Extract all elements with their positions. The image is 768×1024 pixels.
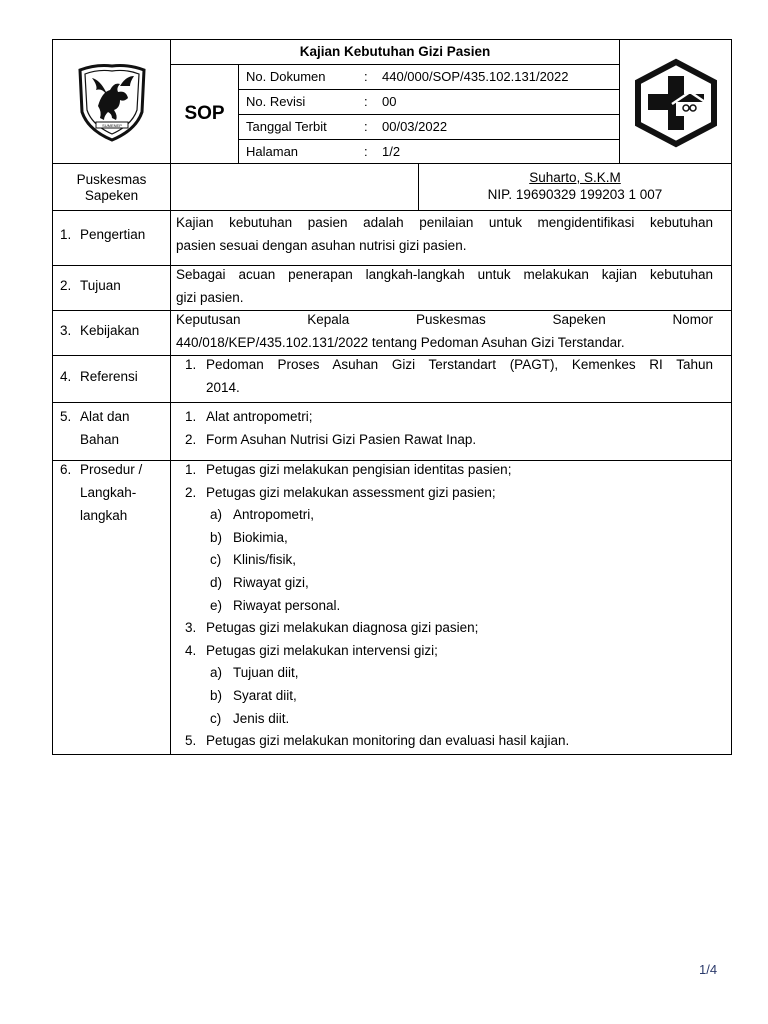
meta-separator: : <box>364 69 368 84</box>
org-name-line2: Sapeken <box>84 188 139 203</box>
list-number: a) <box>210 507 223 523</box>
list-number: c) <box>210 710 222 726</box>
meta-value: 00 <box>382 94 397 109</box>
list-number: 2. <box>185 484 197 500</box>
list-number: 3. <box>185 620 197 636</box>
list-text: Petugas gizi melakukan assessment gizi pasien; <box>206 484 496 500</box>
pengertian-text-line2: pasien sesuai dengan asuhan nutrisi gizi pasien. <box>176 238 467 253</box>
list-number: e) <box>210 597 223 613</box>
meta-value: 1/2 <box>382 144 401 159</box>
section-number: 3. <box>60 323 72 338</box>
meta-value: 440/000/SOP/435.102.131/2022 <box>382 69 569 84</box>
list-text: Petugas gizi melakukan diagnosa gizi pasien; <box>206 620 479 636</box>
referensi-item-number: 1. <box>185 357 197 372</box>
list-number: 4. <box>185 642 197 658</box>
svg-text:SUMENEP: SUMENEP <box>102 123 122 128</box>
section-number: 2. <box>60 278 72 293</box>
section-number: 5. <box>60 409 72 424</box>
section-number: 1. <box>60 227 72 242</box>
pengertian-text-line1: Kajian kebutuhan pasien adalah penilaian untuk mengidentifikasi kebutuhan <box>176 215 713 230</box>
list-text: Antropometri, <box>233 507 315 523</box>
section-number: 6. <box>60 462 72 477</box>
list-number: c) <box>210 552 222 568</box>
list-number: 5. <box>185 733 197 749</box>
word: Nomor <box>672 312 713 327</box>
kebijakan-text-line2: 440/018/KEP/435.102.131/2022 tentang Pedoman Asuhan Gizi Terstandar. <box>176 335 625 350</box>
list-text: Petugas gizi melakukan intervensi gizi; <box>206 642 438 658</box>
tujuan-text-line2: gizi pasien. <box>176 290 244 305</box>
list-text: Petugas gizi melakukan monitoring dan evaluasi hasil kajian. <box>206 733 570 749</box>
list-text: Jenis diit. <box>233 710 290 726</box>
section-label-tujuan: Tujuan <box>80 278 121 293</box>
list-number: d) <box>210 575 223 590</box>
meta-separator: : <box>364 94 368 109</box>
list-number: 1. <box>185 462 197 477</box>
sop-label: SOP <box>184 103 225 124</box>
meta-label: No. Revisi <box>246 94 306 109</box>
page-indicator: 1/4 <box>699 962 718 977</box>
meta-separator: : <box>364 119 368 134</box>
list-text: Form Asuhan Nutrisi Gizi Pasien Rawat Inap. <box>206 432 477 447</box>
list-number: 2. <box>185 432 197 447</box>
sumenep-crest-logo <box>76 62 148 142</box>
signer-nip: NIP. 19690329 199203 1 007 <box>487 187 663 202</box>
list-number: a) <box>210 665 223 681</box>
list-number: 1. <box>185 409 197 424</box>
section-number: 4. <box>60 369 72 384</box>
word: Sapeken <box>552 312 606 327</box>
list-text: Alat antropometri; <box>206 409 313 424</box>
word: Keputusan <box>176 312 241 327</box>
list-number: b) <box>210 529 223 545</box>
document-title: Kajian Kebutuhan Gizi Pasien <box>299 44 491 59</box>
referensi-text-line1: Pedoman Proses Asuhan Gizi Terstandart (PAGT), Kemenkes RI Tahun <box>206 357 713 372</box>
section-label-prosedur-line3: langkah <box>80 508 128 523</box>
section-label-referensi: Referensi <box>80 369 138 384</box>
meta-separator: : <box>364 144 368 159</box>
org-name-line1: Puskesmas <box>76 172 147 187</box>
list-text: Tujuan diit, <box>233 665 299 681</box>
section-label-alat-line1: Alat dan <box>80 409 130 424</box>
section-label-alat-line2: Bahan <box>80 432 120 447</box>
list-text: Syarat diit, <box>233 688 297 703</box>
meta-label: Halaman <box>246 144 299 159</box>
kebijakan-text-line1 <box>176 308 713 331</box>
meta-label: Tanggal Terbit <box>246 119 327 134</box>
word: Kepala <box>307 312 350 327</box>
section-label-prosedur-line2: Langkah- <box>80 485 137 500</box>
meta-label: No. Dokumen <box>246 69 326 84</box>
list-text: Klinis/fisik, <box>233 552 297 568</box>
list-number: b) <box>210 688 223 703</box>
tujuan-text-line1: Sebagai acuan penerapan langkah-langkah untuk melakukan kajian kebutuhan <box>176 267 713 282</box>
section-label-prosedur-line1: Prosedur / <box>80 462 143 477</box>
signer-name: Suharto, S.K.M <box>529 170 621 185</box>
word: Puskesmas <box>415 312 486 327</box>
meta-value: 00/03/2022 <box>382 119 448 134</box>
section-label-pengertian: Pengertian <box>80 227 146 242</box>
list-text: Riwayat personal. <box>233 597 341 613</box>
puskesmas-logo <box>632 58 720 148</box>
list-text: Petugas gizi melakukan pengisian identitas pasien; <box>206 462 512 477</box>
section-label-kebijakan: Kebijakan <box>80 323 140 338</box>
list-text: Riwayat gizi, <box>233 575 309 590</box>
list-text: Biokimia, <box>233 529 288 545</box>
referensi-text-line2: 2014. <box>206 380 240 395</box>
